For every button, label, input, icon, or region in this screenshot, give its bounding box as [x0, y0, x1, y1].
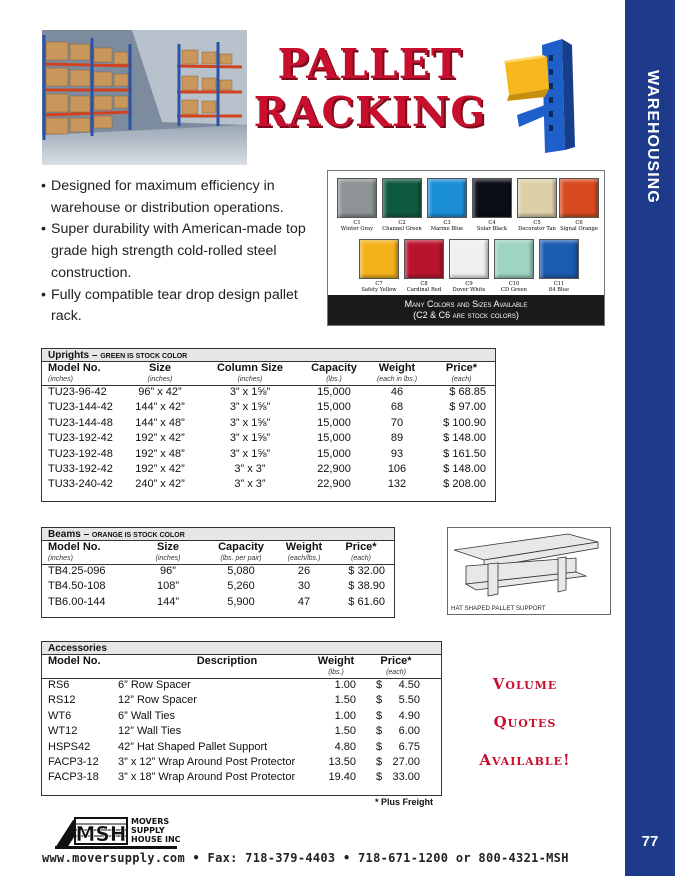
table-cell: 15,000: [317, 401, 351, 414]
promo-line-2: Quotes: [493, 713, 557, 731]
table-cell: $: [376, 755, 383, 768]
table-cell: 3” x 12” Wrap Around Post Protector: [118, 755, 296, 768]
table-cell: 3” x 1⅝”: [229, 386, 271, 398]
table-cell: 47: [297, 595, 311, 608]
table-cell: 1.00: [334, 679, 356, 691]
table-cell: FACP3-12: [48, 755, 99, 768]
table-cell: RS6: [48, 679, 70, 691]
table-cell: $ 100.90: [443, 416, 486, 429]
table-cell: 15,000: [317, 416, 351, 429]
table-cell: 3” x 3”: [234, 478, 266, 491]
table-row: [42, 756, 441, 771]
swatch-label: C10 CD Green: [501, 281, 527, 293]
table-cell: 22,900: [317, 462, 351, 475]
side-band: [625, 0, 675, 876]
table-cell: 42” Hat Shaped Pallet Support: [118, 740, 268, 753]
swatch-label: C6 Signal Orange: [560, 220, 598, 232]
table-cell: WT12: [48, 725, 78, 738]
swatch-label: C8 Cardinal Red: [406, 281, 442, 293]
table-cell: 5.50: [398, 694, 420, 707]
table-row: [42, 386, 495, 401]
swatch-c9: [449, 239, 489, 279]
swatch-c4: [472, 178, 512, 218]
swatch-c2: [382, 178, 422, 218]
table-row: [42, 432, 495, 447]
table-cell: 3” x 3”: [234, 462, 266, 475]
swatch-c10: [494, 239, 534, 279]
promo-line-1: Volume: [492, 675, 558, 693]
table-row: [42, 694, 441, 709]
table-row: [42, 771, 441, 786]
color-note-line-1: Many Colors and Sizes Available: [404, 299, 528, 309]
warehouse-photo: [42, 30, 247, 165]
table-cell: 12” Wall Ties: [118, 725, 182, 738]
table-cell: TU23-144-42: [48, 401, 113, 414]
table-cell: 3” x 1⅝”: [229, 432, 271, 445]
table-cell: 96” x 42”: [138, 386, 182, 398]
table-cell: $ 32.00: [348, 565, 385, 577]
table-cell: $ 61.60: [348, 595, 385, 608]
table-cell: 144” x 42”: [135, 401, 185, 414]
table-cell: TU33-192-42: [48, 462, 113, 475]
table-cell: TU23-192-48: [48, 447, 113, 460]
table-cell: 46: [390, 386, 404, 398]
table-cell: TU23-192-42: [48, 432, 113, 445]
table-row: [42, 478, 495, 493]
table-cell: 192” x 48”: [135, 447, 185, 460]
color-note: [328, 295, 604, 325]
table-cell: 70: [390, 416, 404, 429]
swatch-label: C9 Dover White: [452, 281, 486, 293]
table-cell: 15,000: [317, 447, 351, 460]
table-row: [42, 448, 495, 463]
table-row: [42, 401, 495, 416]
table-cell: 33.00: [392, 771, 420, 784]
table-cell: 68: [390, 401, 404, 414]
table-cell: 19.40: [328, 771, 356, 784]
table-cell: $ 148.00: [443, 432, 486, 445]
table-cell: 144” x 48”: [135, 416, 185, 429]
logo-line-3: HOUSE INC: [131, 835, 181, 844]
table-row: [42, 463, 495, 478]
table-cell: RS12: [48, 694, 76, 707]
units-row: (inches) (inches) (lbs. per pair) (each/lbs.) (each): [42, 555, 394, 565]
feature-text: Super durability with American-made top grade high strength cold-rolled steel construction.: [51, 221, 306, 281]
table-cell: 1.00: [334, 709, 356, 722]
swatch-label: C3 Marine Blue: [430, 220, 464, 232]
table-cell: $ 148.00: [443, 462, 486, 475]
page-title: [250, 40, 490, 136]
units-row: (inches) (inches) (inches) (lbs.) (each in lbs.) (each): [42, 376, 495, 386]
swatch-c5: [517, 178, 557, 218]
logo-line-2: SUPPLY: [131, 826, 165, 835]
table-row: [42, 417, 495, 432]
swatch-label: C2 Channel Green: [382, 220, 422, 232]
feature-item: • Designed for maximum efficiency in warehouse or distribution operations.: [41, 178, 284, 216]
beams-caption: Beams – ORANGE IS STOCK COLOR: [42, 528, 394, 541]
table-cell: $ 208.00: [443, 478, 486, 491]
table-cell: 5,260: [227, 580, 255, 593]
page-number: 77: [641, 833, 659, 850]
feature-item: • Super durability with American-made top grade high strength cold-rolled steel construction.: [41, 221, 306, 281]
table-cell: 240” x 42”: [135, 478, 185, 491]
table-cell: $: [376, 725, 383, 738]
logo-mark: MSH: [75, 822, 127, 846]
feature-list: [40, 176, 322, 328]
swatch-label: C4 Solar Black: [476, 220, 508, 232]
beams-table: [41, 527, 395, 618]
table-row: [42, 596, 394, 611]
table-cell: 108”: [156, 580, 180, 593]
table-cell: 6” Row Spacer: [118, 679, 191, 691]
table-cell: TB4.50-108: [48, 580, 106, 593]
table-cell: 6.00: [398, 725, 420, 738]
table-cell: 30: [297, 580, 311, 593]
table-cell: 3” x 18” Wrap Around Post Protector: [118, 771, 296, 784]
uprights-caption: Uprights – GREEN IS STOCK COLOR: [42, 349, 495, 362]
table-cell: 22,900: [317, 478, 351, 491]
table-cell: 3” x 1⅝”: [229, 416, 271, 429]
table-cell: $ 38.90: [348, 580, 385, 593]
color-note-line-2: (C2 & C6 are stock colors): [413, 310, 519, 320]
promo-line-3: Available!: [479, 751, 571, 769]
section-label: WAREHOUSING: [644, 70, 661, 204]
table-cell: 27.00: [392, 755, 420, 768]
table-cell: $ 161.50: [443, 447, 486, 460]
volume-quotes-promo: [460, 665, 590, 779]
table-header: Model No. Size Capacity Weight Price*: [48, 541, 377, 553]
table-cell: 144”: [156, 595, 180, 608]
table-cell: $: [376, 679, 383, 691]
swatch-c6: [559, 178, 599, 218]
table-cell: 12” Row Spacer: [118, 694, 197, 707]
swatch-c8: [404, 239, 444, 279]
accessories-table: [41, 641, 442, 796]
table-cell: 6.75: [398, 740, 420, 753]
table-cell: 26: [297, 565, 311, 577]
feature-text: Fully compatible tear drop design pallet rack.: [51, 286, 298, 325]
table-cell: $ 68.85: [449, 386, 486, 398]
table-header: Model No. Description Weight Price*: [48, 655, 412, 667]
feature-text: Designed for maximum efficiency in warehouse or distribution operations.: [51, 178, 284, 216]
table-cell: TB4.25-096: [48, 565, 106, 577]
swatch-c11: [539, 239, 579, 279]
table-cell: $: [376, 709, 383, 722]
table-cell: 1.50: [334, 694, 356, 707]
table-cell: TB6.00-144: [48, 595, 106, 608]
accessories-caption: Accessories: [42, 642, 441, 655]
table-header: Model No. Size Column Size Capacity Weight Price*: [48, 362, 478, 374]
table-cell: 106: [387, 462, 407, 475]
table-cell: TU33-240-42: [48, 478, 113, 491]
table-row: [42, 580, 394, 595]
table-cell: 6” Wall Ties: [118, 709, 176, 722]
table-cell: 1.50: [334, 725, 356, 738]
swatch-c7: [359, 239, 399, 279]
table-row: [42, 710, 441, 725]
logo-line-1: MOVERS: [131, 817, 170, 826]
table-cell: 93: [390, 447, 404, 460]
swatch-c1: [337, 178, 377, 218]
table-cell: 3” x 1⅝”: [229, 447, 271, 460]
table-row: [42, 565, 394, 580]
table-cell: TU23-96-42: [48, 386, 107, 398]
table-cell: 4.50: [398, 679, 420, 691]
table-cell: 13.50: [328, 755, 356, 768]
table-cell: FACP3-18: [48, 771, 99, 784]
swatch-label: C7 Safety Yellow: [361, 281, 397, 293]
table-cell: 4.90: [398, 709, 420, 722]
table-row: [42, 679, 441, 694]
feature-item: • Fully compatible tear drop design pallet rack.: [41, 286, 298, 325]
swatch-label: C5 Decorator Tan: [518, 220, 556, 232]
table-cell: TU23-144-48: [48, 416, 113, 429]
table-row: [42, 725, 441, 740]
table-cell: 5,900: [227, 595, 255, 608]
hat-support-label: HAT SHAPED PALLET SUPPORT: [451, 605, 546, 612]
table-cell: $: [376, 694, 383, 707]
title-line-1: PALLET: [277, 40, 463, 88]
uprights-table: [41, 348, 496, 502]
table-cell: 3” x 1⅝”: [229, 401, 271, 414]
table-cell: 192” x 42”: [135, 432, 185, 445]
company-logo: [55, 812, 185, 850]
title-line-2: RACKING: [253, 88, 487, 136]
table-cell: 5,080: [227, 565, 255, 577]
table-cell: 15,000: [317, 432, 351, 445]
swatch-label: C1 Winter Gray: [340, 220, 374, 232]
swatch-c3: [427, 178, 467, 218]
freight-note: * Plus Freight: [375, 797, 434, 807]
table-cell: WT6: [48, 709, 72, 722]
table-cell: $: [376, 740, 383, 753]
table-cell: 89: [390, 432, 404, 445]
units-row: (lbs.) (each): [42, 669, 441, 679]
footer-contact: www.moversupply.com • Fax: 718-379-4403 • 718-671-1200 or 800-4321-MSH: [42, 851, 569, 865]
swatch-label: C11 84 Blue: [548, 281, 570, 293]
table-row: [42, 741, 441, 756]
hat-support-diagram: [447, 527, 611, 615]
table-cell: $: [376, 771, 383, 784]
table-cell: 192” x 42”: [135, 462, 185, 475]
table-cell: 96”: [160, 565, 176, 577]
table-cell: 132: [387, 478, 407, 491]
table-cell: HSPS42: [48, 740, 91, 753]
table-cell: 4.80: [334, 740, 356, 753]
rack-product-image: [487, 35, 592, 153]
color-chart: [327, 170, 605, 326]
table-cell: 15,000: [317, 386, 351, 398]
table-cell: $ 97.00: [449, 401, 486, 414]
